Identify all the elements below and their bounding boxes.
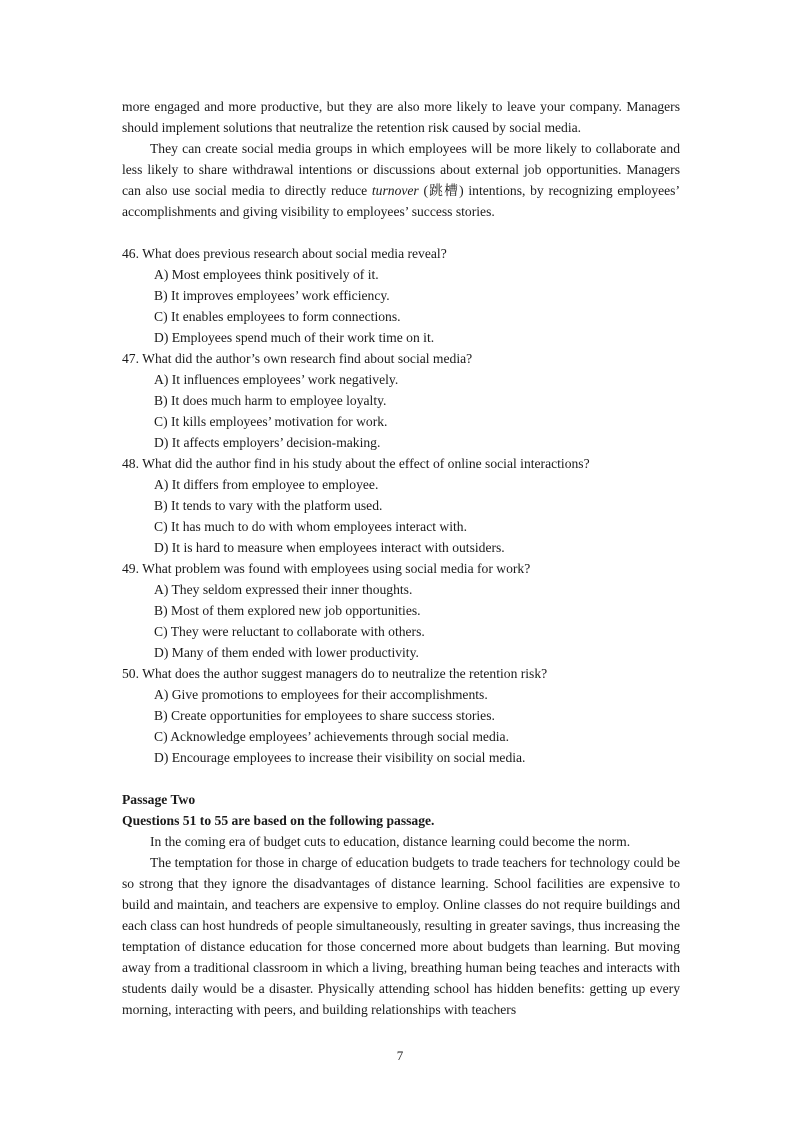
question-stem: 47. What did the author’s own research find about social media? [122, 351, 473, 366]
passage-two-instruction: Questions 51 to 55 are based on the following passage. [122, 813, 435, 828]
question-stem: 46. What does previous research about social media reveal? [122, 246, 447, 261]
answer-option: B) Most of them explored new job opportunities. [154, 603, 421, 618]
spacer [122, 222, 680, 243]
spacer [122, 768, 680, 789]
question-options [122, 369, 680, 453]
answer-option: B) It tends to vary with the platform used. [154, 498, 383, 513]
text-run: They can create social media groups in which employees will be more likely to collaborate and less likely to share withdrawal intentions or discussions about external job opportunities. Managers can also use social media to directly reduce [122, 141, 680, 198]
question-stem: 50. What does the author suggest managers do to neutralize the retention risk? [122, 666, 548, 681]
answer-option: A) Most employees think positively of it. [154, 267, 379, 282]
italic-term: turnover [371, 183, 419, 198]
answer-option: A) They seldom expressed their inner thoughts. [154, 582, 413, 597]
passage-one-paragraph: more engaged and more productive, but they are also more likely to leave your company. Managers should implement solutions that neutralize the retention risk caused by social media. [122, 99, 680, 135]
answer-option: D) It affects employers’ decision-making. [154, 435, 381, 450]
answer-option: C) It kills employees’ motivation for work. [154, 414, 388, 429]
answer-option: B) Create opportunities for employees to share success stories. [154, 708, 495, 723]
question-options [122, 474, 680, 558]
answer-option: D) Many of them ended with lower productivity. [154, 645, 419, 660]
passage-two-heading: Passage Two [122, 792, 196, 807]
answer-option: C) It has much to do with whom employees interact with. [154, 519, 467, 534]
question-options [122, 579, 680, 663]
text-run: (跳槽) intentions, by recognizing employees’ accomplishments and giving visibility to employees’ success stories. [122, 183, 680, 219]
question-options [122, 264, 680, 348]
question-stem: 49. What problem was found with employees using social media for work? [122, 561, 531, 576]
answer-option: A) Give promotions to employees for their accomplishments. [154, 687, 488, 702]
answer-option: C) It enables employees to form connections. [154, 309, 401, 324]
page-number: 7 [396, 1048, 404, 1063]
answer-option: D) Employees spend much of their work time on it. [154, 330, 435, 345]
answer-option: B) It does much harm to employee loyalty. [154, 393, 387, 408]
answer-option: D) It is hard to measure when employees interact with outsiders. [154, 540, 505, 555]
passage-two-paragraph: In the coming era of budget cuts to education, distance learning could become the norm. [150, 834, 631, 849]
answer-option: C) They were reluctant to collaborate with others. [154, 624, 425, 639]
answer-option: A) It differs from employee to employee. [154, 477, 379, 492]
question-options [122, 684, 680, 768]
answer-option: D) Encourage employees to increase their visibility on social media. [154, 750, 526, 765]
passage-one-paragraph [122, 138, 680, 222]
answer-option: A) It influences employees’ work negatively. [154, 372, 399, 387]
question-list [122, 243, 680, 768]
question-stem: 48. What did the author find in his study about the effect of online social interactions? [122, 456, 590, 471]
answer-option: B) It improves employees’ work efficiency. [154, 288, 390, 303]
answer-option: C) Acknowledge employees’ achievements through social media. [154, 729, 509, 744]
document-page [122, 96, 680, 1020]
passage-two-paragraph: The temptation for those in charge of education budgets to trade teachers for technology could be so strong that they ignore the disadvantages of distance learning. School facilities are expensive to build and maintain, and teachers are expensive to employ. Online classes do not require buildings and each class can host hundreds of people simultaneously, resulting in greater savings, thus increasing the temptation of distance education for those concerned more about budgets than learning. But moving away from a traditional classroom in which a living, breathing human being teaches and interacts with students daily would be a disaster. Physically attending school has hidden benefits: getting up every morning, interacting with peers, and building relationships with teachers [122, 855, 680, 1017]
